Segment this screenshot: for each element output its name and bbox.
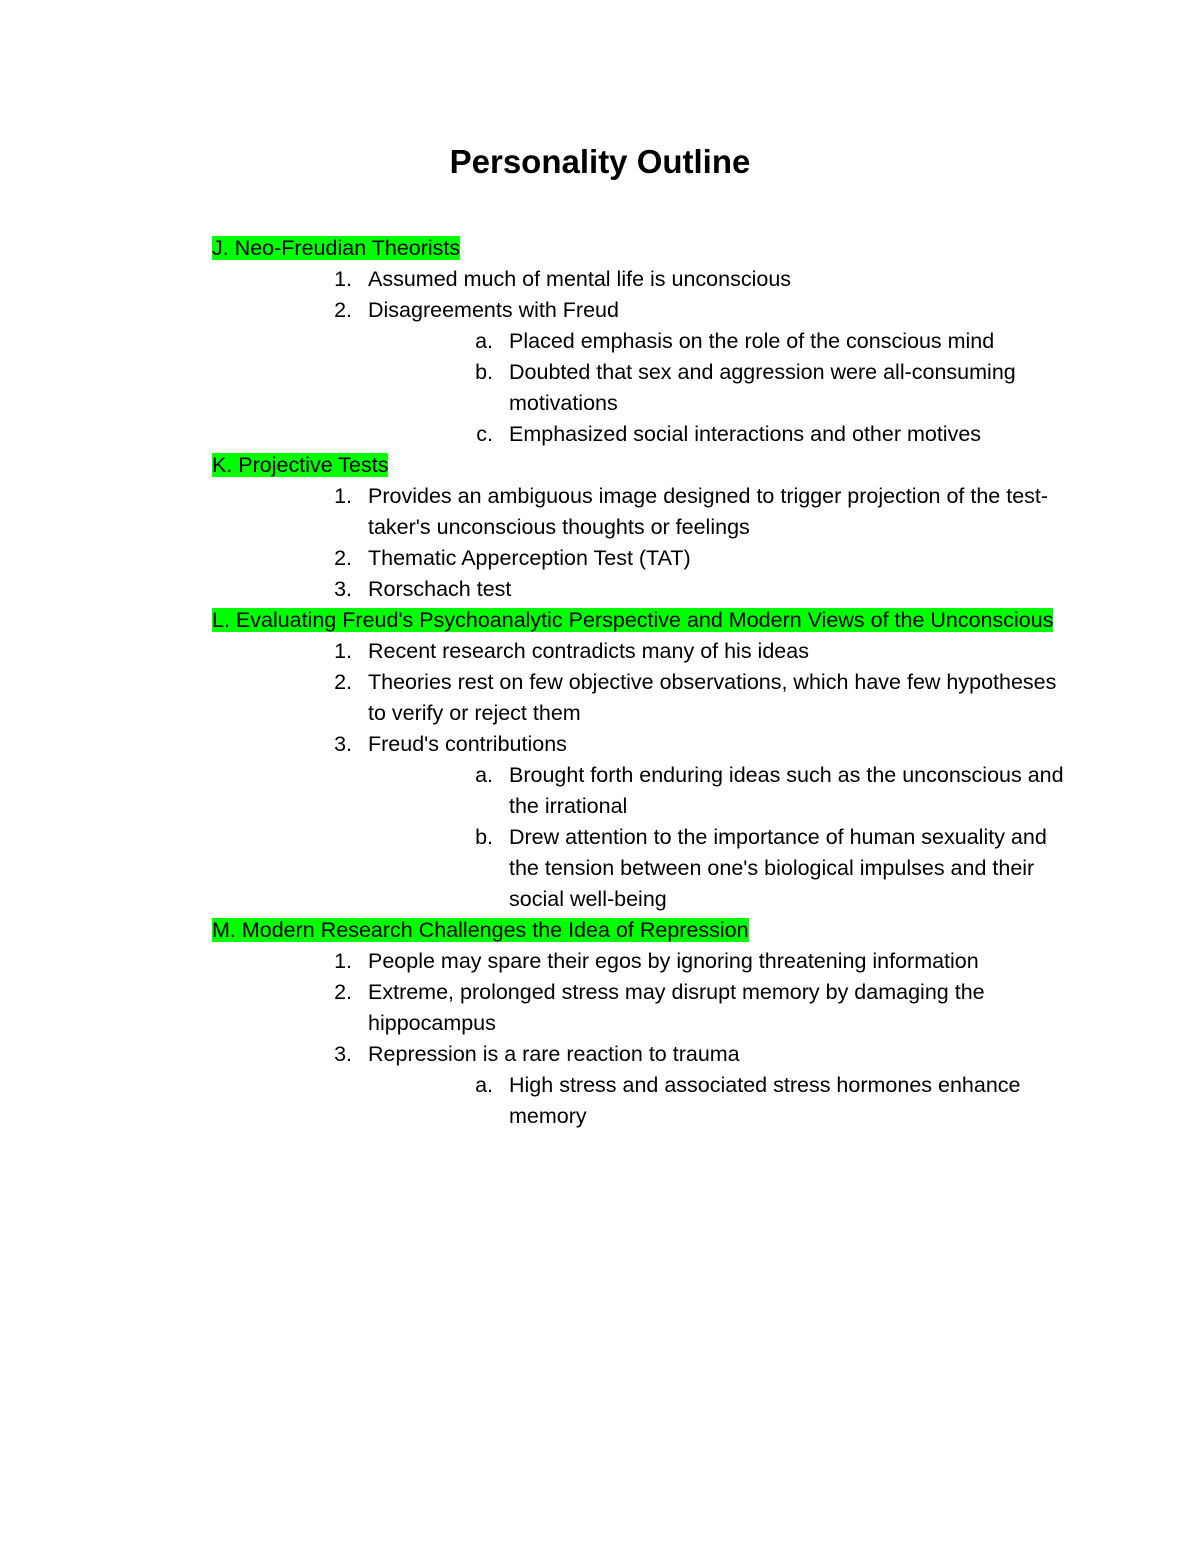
section-heading-text: M. Modern Research Challenges the Idea of Repression [212, 918, 749, 942]
sub-list-item-letter: c. [476, 422, 493, 446]
sub-list-item [453, 326, 1072, 357]
section-heading-text: J. Neo-Freudian Theorists [212, 236, 461, 260]
list-item [312, 667, 1072, 729]
sub-list-item [453, 1070, 1072, 1132]
list-item-number: 1. [334, 267, 352, 291]
section-heading [212, 233, 1072, 264]
sub-list-item-letter: a. [475, 329, 493, 353]
sub-list-item-letter: a. [475, 1073, 493, 1097]
list-item [312, 264, 1072, 295]
list-item-number: 3. [334, 1042, 352, 1066]
sub-list-item-letter: b. [475, 825, 493, 849]
sub-list-item-text: Placed emphasis on the role of the conscious mind [509, 329, 995, 353]
section-heading-text: K. Projective Tests [212, 453, 389, 477]
list-item-text: Repression is a rare reaction to trauma [368, 1042, 740, 1066]
list-item [312, 1039, 1072, 1070]
list-item-text: People may spare their egos by ignoring threatening information [368, 949, 979, 973]
sub-list-item [453, 419, 1072, 450]
sub-list-item-letter: b. [475, 360, 493, 384]
list-item-number: 2. [334, 670, 352, 694]
list-item [312, 481, 1072, 543]
list-item-number: 1. [334, 949, 352, 973]
list-item-text: Rorschach test [368, 577, 512, 601]
list-item [312, 543, 1072, 574]
list-item-text: Extreme, prolonged stress may disrupt memory by damaging the hippocampus [368, 980, 985, 1035]
list-item-text: Assumed much of mental life is unconscious [368, 267, 792, 291]
list-item [312, 574, 1072, 605]
list-item-text: Disagreements with Freud [368, 298, 619, 322]
section-heading [212, 915, 1072, 946]
list-item-number: 3. [334, 577, 352, 601]
list-item-text: Thematic Apperception Test (TAT) [368, 546, 691, 570]
sub-list-item-text: Drew attention to the importance of human sexuality and the tension between one's biological impulses and their social well-being [509, 825, 1047, 911]
section-heading [212, 605, 1072, 636]
list-item-number: 1. [334, 639, 352, 663]
sub-list-item-text: Emphasized social interactions and other motives [509, 422, 982, 446]
section-heading-text: L. Evaluating Freud's Psychoanalytic Perspective and Modern Views of the Unconscious [212, 608, 1054, 632]
list-item-number: 2. [334, 298, 352, 322]
list-item [312, 946, 1072, 977]
list-item-text: Freud's contributions [368, 732, 567, 756]
list-item-number: 2. [334, 546, 352, 570]
list-item-number: 2. [334, 980, 352, 1004]
sub-list-item [453, 357, 1072, 419]
sub-list-item [453, 822, 1072, 915]
list-item-number: 3. [334, 732, 352, 756]
list-item [312, 729, 1072, 760]
sub-list-item-letter: a. [475, 763, 493, 787]
list-item-number: 1. [334, 484, 352, 508]
page-title: Personality Outline [449, 143, 751, 180]
list-item-text: Provides an ambiguous image designed to trigger projection of the test-taker's unconscious thoughts or feelings [368, 484, 1049, 539]
list-item [312, 295, 1072, 326]
sub-list-item-text: Brought forth enduring ideas such as the unconscious and the irrational [509, 763, 1064, 818]
outline [212, 233, 1072, 1132]
list-item-text: Theories rest on few objective observations, which have few hypotheses to verify or reject them [368, 670, 1057, 725]
sub-list-item-text: High stress and associated stress hormones enhance memory [509, 1073, 1021, 1128]
sub-list-item [453, 760, 1072, 822]
list-item [312, 636, 1072, 667]
sub-list-item-text: Doubted that sex and aggression were all-consuming motivations [509, 360, 1016, 415]
list-item [312, 977, 1072, 1039]
section-heading [212, 450, 1072, 481]
list-item-text: Recent research contradicts many of his ideas [368, 639, 809, 663]
